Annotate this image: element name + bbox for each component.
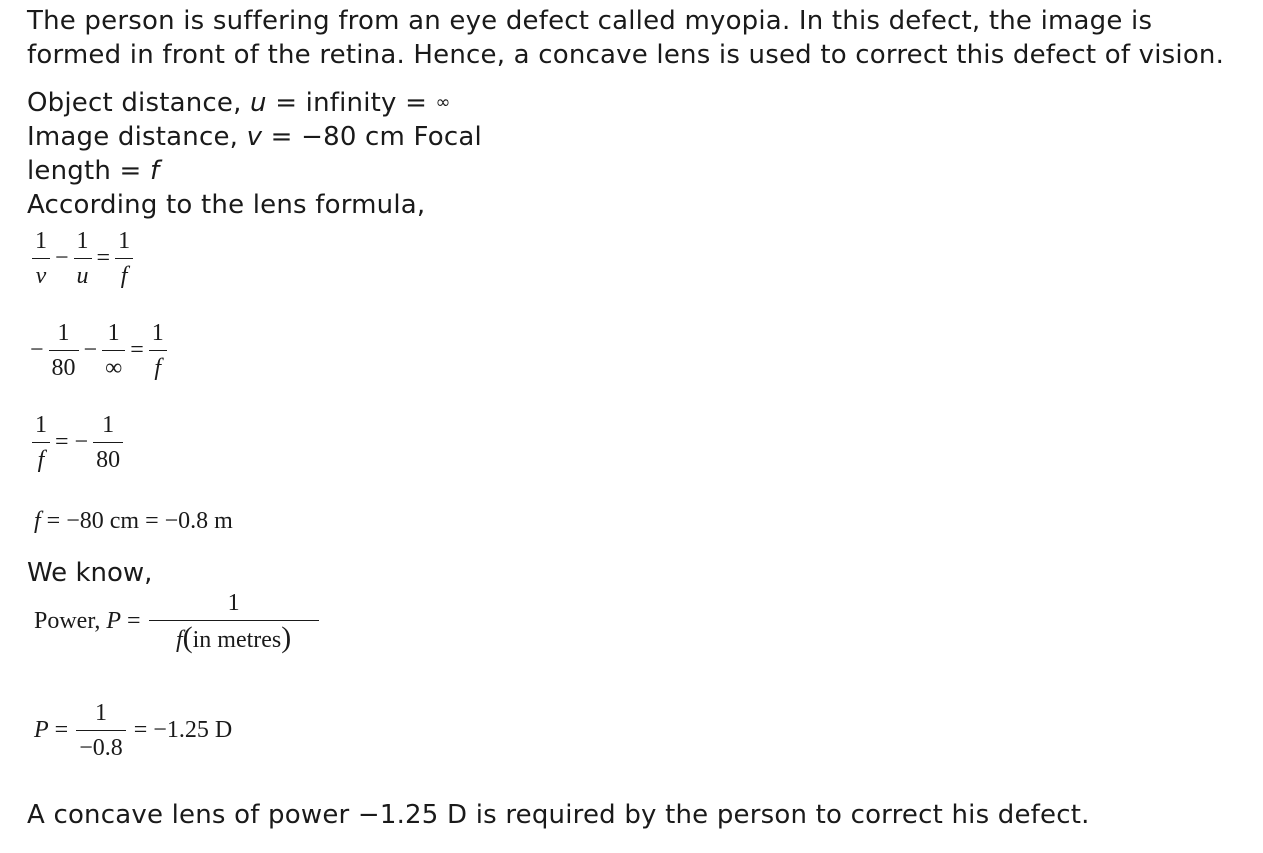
denominator: ∞ bbox=[105, 355, 123, 382]
fraction-1-over-infinity bbox=[102, 320, 125, 381]
focal-reciprocal-equation bbox=[30, 412, 125, 473]
denominator-variable: f bbox=[175, 627, 183, 654]
fraction-bar bbox=[76, 730, 126, 731]
fraction-bar bbox=[32, 442, 50, 443]
numerator: 1 bbox=[227, 590, 240, 616]
focal-length-label: length = bbox=[27, 156, 150, 186]
power-equals: = bbox=[121, 608, 147, 635]
numerator: 1 bbox=[35, 412, 47, 438]
denominator: f(in metres) bbox=[175, 621, 292, 655]
power-equals: = bbox=[48, 717, 75, 744]
fraction-bar bbox=[49, 350, 79, 351]
fraction-1-over-f bbox=[32, 412, 50, 473]
operator: = − bbox=[55, 429, 89, 456]
operator: = bbox=[130, 337, 144, 364]
lens-formula-equation bbox=[30, 228, 135, 289]
fraction-1-over-f bbox=[115, 228, 133, 289]
leading-minus: − bbox=[30, 337, 44, 364]
power-calculation bbox=[34, 700, 232, 761]
numerator: 1 bbox=[76, 228, 89, 254]
fraction-1-over-80 bbox=[49, 320, 79, 381]
denominator: 80 bbox=[96, 447, 121, 474]
object-distance-line bbox=[27, 86, 1247, 120]
object-distance-label: Object distance, bbox=[27, 88, 251, 118]
numerator: 1 bbox=[118, 228, 131, 254]
focal-length-variable: f bbox=[150, 156, 160, 186]
numerator: 1 bbox=[151, 320, 164, 346]
numerator: 1 bbox=[102, 412, 115, 438]
operator: = bbox=[96, 245, 111, 272]
power-variable: P bbox=[34, 717, 49, 744]
denominator: f bbox=[154, 355, 162, 382]
fraction-bar bbox=[102, 350, 125, 351]
numerator: 1 bbox=[57, 320, 70, 346]
image-distance-value: = −80 cm Focal bbox=[262, 122, 482, 152]
denominator: u bbox=[76, 263, 89, 290]
fraction-bar bbox=[149, 620, 319, 621]
given-values bbox=[27, 86, 1247, 222]
fraction-1-over-v bbox=[32, 228, 50, 289]
intro-paragraph bbox=[27, 4, 1247, 72]
fraction-1-over-80 bbox=[93, 412, 123, 473]
infinity-symbol: ∞ bbox=[435, 92, 451, 113]
denominator-text: in metres bbox=[192, 627, 282, 654]
power-fraction bbox=[149, 590, 319, 653]
focal-result-value: = −80 cm = −0.8 m bbox=[40, 508, 233, 534]
fraction-bar bbox=[74, 258, 92, 259]
fraction-bar bbox=[32, 258, 50, 259]
image-distance-label: Image distance, bbox=[27, 122, 247, 152]
power-variable: P bbox=[106, 608, 122, 635]
power-value-fraction bbox=[76, 700, 126, 761]
fraction-bar bbox=[115, 258, 133, 259]
image-distance-variable: v bbox=[246, 122, 263, 152]
numerator: 1 bbox=[35, 228, 47, 254]
focal-length-result bbox=[34, 508, 233, 535]
fraction-1-over-u bbox=[74, 228, 92, 289]
substitution-equation bbox=[30, 320, 169, 381]
power-formula bbox=[34, 590, 321, 653]
denominator: f bbox=[37, 447, 45, 474]
intro-line-1: The person is suffering from an eye defect called myopia. In this defect, the image is bbox=[27, 6, 1153, 36]
focal-length-line bbox=[27, 154, 1247, 188]
operator: − bbox=[83, 337, 98, 364]
denominator: 80 bbox=[51, 355, 76, 382]
object-distance-value: = infinity = bbox=[266, 88, 436, 118]
power-result: = −1.25 D bbox=[127, 717, 233, 744]
we-know-text: We know, bbox=[27, 558, 153, 588]
focal-variable: f bbox=[34, 508, 41, 534]
denominator: v bbox=[35, 263, 47, 290]
object-distance-variable: u bbox=[250, 88, 267, 118]
intro-line-2: formed in front of the retina. Hence, a concave lens is used to correct this defect of vision. bbox=[27, 40, 1225, 70]
fraction-bar bbox=[149, 350, 167, 351]
denominator: −0.8 bbox=[79, 735, 123, 762]
fraction-1-over-f bbox=[149, 320, 167, 381]
power-label: Power, bbox=[34, 608, 107, 635]
fraction-bar bbox=[93, 442, 123, 443]
numerator: 1 bbox=[107, 320, 120, 346]
conclusion-text: A concave lens of power −1.25 D is required by the person to correct his defect. bbox=[27, 800, 1090, 830]
image-distance-line bbox=[27, 120, 1247, 154]
operator: − bbox=[55, 245, 69, 272]
denominator: f bbox=[120, 263, 128, 290]
formula-intro: According to the lens formula, bbox=[27, 190, 426, 220]
numerator: 1 bbox=[94, 700, 107, 726]
